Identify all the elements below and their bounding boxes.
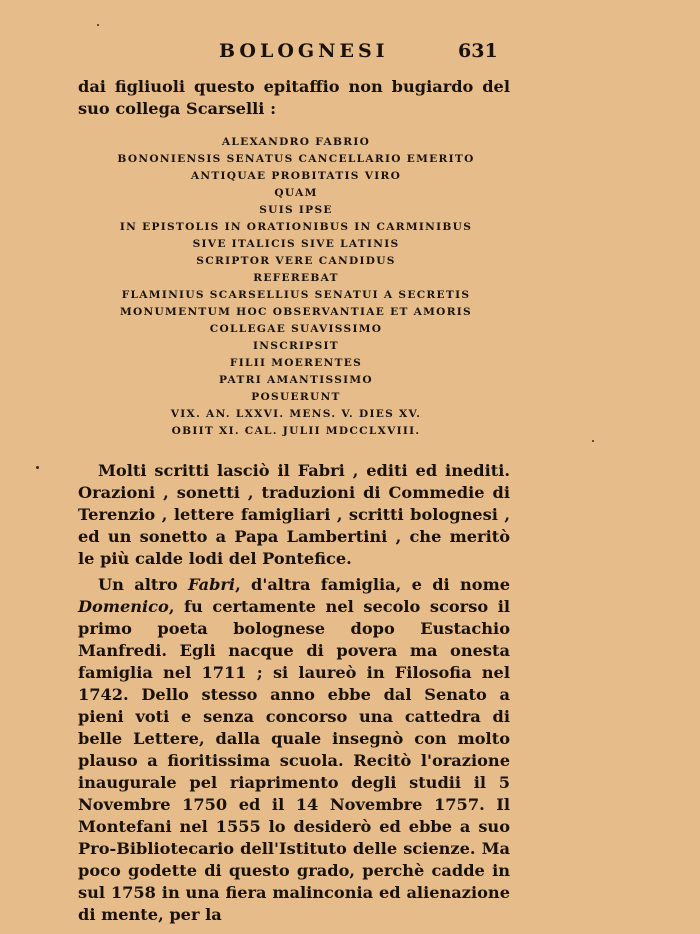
page-header — [0, 40, 700, 66]
page-number: 631 — [458, 40, 498, 62]
epitaph-inscription — [96, 134, 496, 440]
paper-speck — [592, 440, 594, 442]
epitaph-line: MONUMENTUM HOC OBSERVANTIAE ET AMORIS — [119, 306, 473, 318]
paragraph-fabri-writings: Molti scritti lasciò il Fabri , editi ed inediti. Orazioni , sonetti , traduzioni di Commedie di Terenzio , lettere famigliari , scritti bolognesi , ed un sonetto a Papa Lambertini , che meritò le più calde lodi del Pontefice. — [78, 461, 510, 568]
epitaph-line: POSUERUNT — [251, 391, 341, 403]
epitaph-line: QUAM — [274, 187, 318, 199]
epitaph-line: ALEXANDRO FABRIO — [221, 136, 371, 148]
italic-name-fabri: Fabri — [187, 575, 236, 594]
epitaph-line: IN EPISTOLIS IN ORATIONIBUS IN CARMINIBUS — [119, 221, 473, 233]
intro-text: dai figliuoli questo epitaffio non bugiardo del suo collega Scarselli : — [78, 77, 510, 118]
epitaph-line: FLAMINIUS SCARSELLIUS SENATUI A SECRETIS — [121, 289, 471, 301]
epitaph-line: SIVE ITALICIS SIVE LATINIS — [192, 238, 400, 250]
epitaph-line: SCRIPTOR VERE CANDIDUS — [196, 255, 396, 267]
italic-name-domenico: Domenico — [78, 597, 169, 616]
running-head: BOLOGNESI — [219, 40, 389, 62]
epitaph-line: ANTIQUAE PROBITATIS VIRO — [190, 170, 402, 182]
epitaph-line: SUIS IPSE — [259, 204, 333, 216]
paragraph-text: , d'altra famiglia, e di nome — [235, 575, 510, 594]
epitaph-line: PATRI AMANTISSIMO — [219, 374, 373, 386]
epitaph-line: FILII MOERENTES — [229, 357, 363, 369]
paragraph-domenico-fabri — [78, 574, 510, 926]
epitaph-line: VIX. AN. LXXVI. MENS. V. DIES XV. — [170, 408, 422, 420]
paper-speck — [97, 24, 99, 26]
paper-speck — [36, 466, 39, 469]
epitaph-line: BONONIENSIS SENATUS CANCELLARIO EMERITO — [117, 153, 475, 165]
paragraph-text: Un altro — [98, 575, 188, 594]
epitaph-line: INSCRIPSIT — [253, 340, 339, 352]
epitaph-line: REFEREBAT — [253, 272, 339, 284]
paragraph-text: , fu certamente nel secolo scorso il primo poeta bolognese dopo Eustachio Manfredi. Egli nacque di povera ma onesta famiglia nel 1711 ; si laureò in Filosofia nel 1742. Dello stesso anno ebbe dal Senato a pieni voti e senza concorso una cattedra di belle Lettere, dalla quale insegnò con molto plauso a fioritissima scuola. Recitò l'orazione inaugurale pel riaprimento degli studii il 5 Novembre 1750 ed il 14 Novembre 1757. Il Montefani nel 1555 lo desiderò ed ebbe a suo Pro-Bibliotecario dell'Istituto delle scienze. Ma poco godette di questo grado, perchè cadde in sul 1758 in una fiera malinconia ed alienazione di mente, per la — [78, 597, 510, 924]
epitaph-line: OBIIT XI. CAL. JULII MDCCLXVIII. — [171, 425, 421, 437]
epitaph-line: COLLEGAE SUAVISSIMO — [209, 323, 383, 335]
